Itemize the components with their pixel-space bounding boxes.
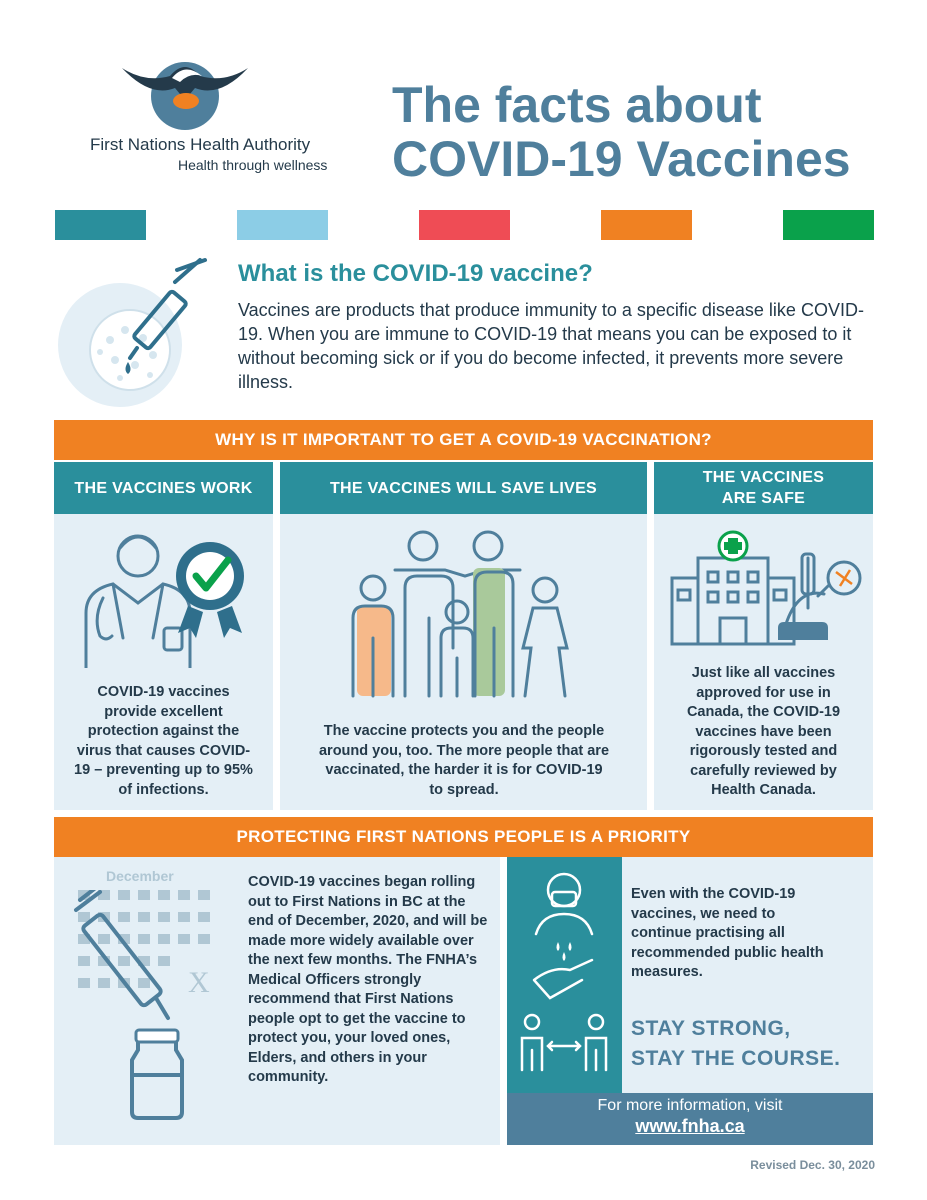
intro-heading: What is the COVID-19 vaccine? [238,260,593,287]
priority-right-text: Even with the COVID-19 vaccines, we need to continue practising all recommended public health measures. [631,886,824,980]
color-bar-red [419,210,510,240]
syringe-virus-icon [55,250,225,410]
color-bar-light-blue [237,210,328,240]
org-tagline: Health through wellness [178,157,328,173]
fnha-link[interactable]: www.fnha.ca [635,1116,745,1136]
calendar-label: December [106,868,174,884]
stay-line-2: STAY THE COURSE. [631,1047,841,1070]
col2-heading: THE VACCINES WILL SAVE LIVES [280,462,647,514]
family-icon [345,528,585,700]
why-band-text: WHY IS IT IMPORTANT TO GET A COVID-19 VACCINATION? [215,430,712,449]
color-bar-teal [55,210,146,240]
calendar-x-mark: X [188,966,210,999]
doctor-badge-icon [78,528,248,668]
why-band [54,420,873,460]
col1-heading: THE VACCINES WORK [54,462,273,514]
title-line-1: The facts about [392,77,762,133]
more-info-box [507,1093,873,1145]
stay-line-1: STAY STRONG, [631,1017,791,1040]
stay-strong-slogan [631,1014,871,1074]
title-line-2: COVID-19 Vaccines [392,131,851,187]
hospital-microscope-icon [668,528,864,648]
fnha-logo [120,38,250,133]
col3-heading: THE VACCINES ARE SAFE [654,462,873,514]
priority-band-text: PROTECTING FIRST NATIONS PEOPLE IS A PRIORITY [236,827,691,846]
page-title [392,78,912,186]
revised-date: Revised Dec. 30, 2020 [750,1158,875,1172]
color-bar-green [783,210,874,240]
col1-text: COVID-19 vaccines provide excellent protection against the virus that causes COVID-19 – preventing up to 95% of infections. [74,684,253,798]
org-name: First Nations Health Authority [90,135,311,154]
priority-band [54,817,873,857]
syringe-vial-icon [70,890,200,1120]
color-bar-orange [601,210,692,240]
priority-left-text: COVID-19 vaccines began rolling out to First Nations in BC at the end of December, 2020, and will be made more widely available over the next few months. The FNHA’s Medical Officers strongly recommend that First Nations people opt to get the vaccine to protect you, your loved ones, Elders, and others in your community. [248,874,488,1085]
col3-text: Just like all vaccines approved for use in Canada, the COVID-19 vaccines have been rigorously tested and carefully reviewed by Health Canada. [686,665,841,798]
more-info-text: For more information, visit [597,1097,783,1114]
col2-text: The vaccine protects you and the people around you, too. The more people that are vaccinated, the harder it is for COVID-19 to spread. [318,723,610,798]
intro-body: Vaccines are products that produce immunity to a specific disease like COVID-19. When you are immune to COVID-19 that means you can be exposed to it without becoming sick or if you do become infected, it prevents more severe illness. [238,300,864,392]
health-measures-icons [512,870,617,1085]
